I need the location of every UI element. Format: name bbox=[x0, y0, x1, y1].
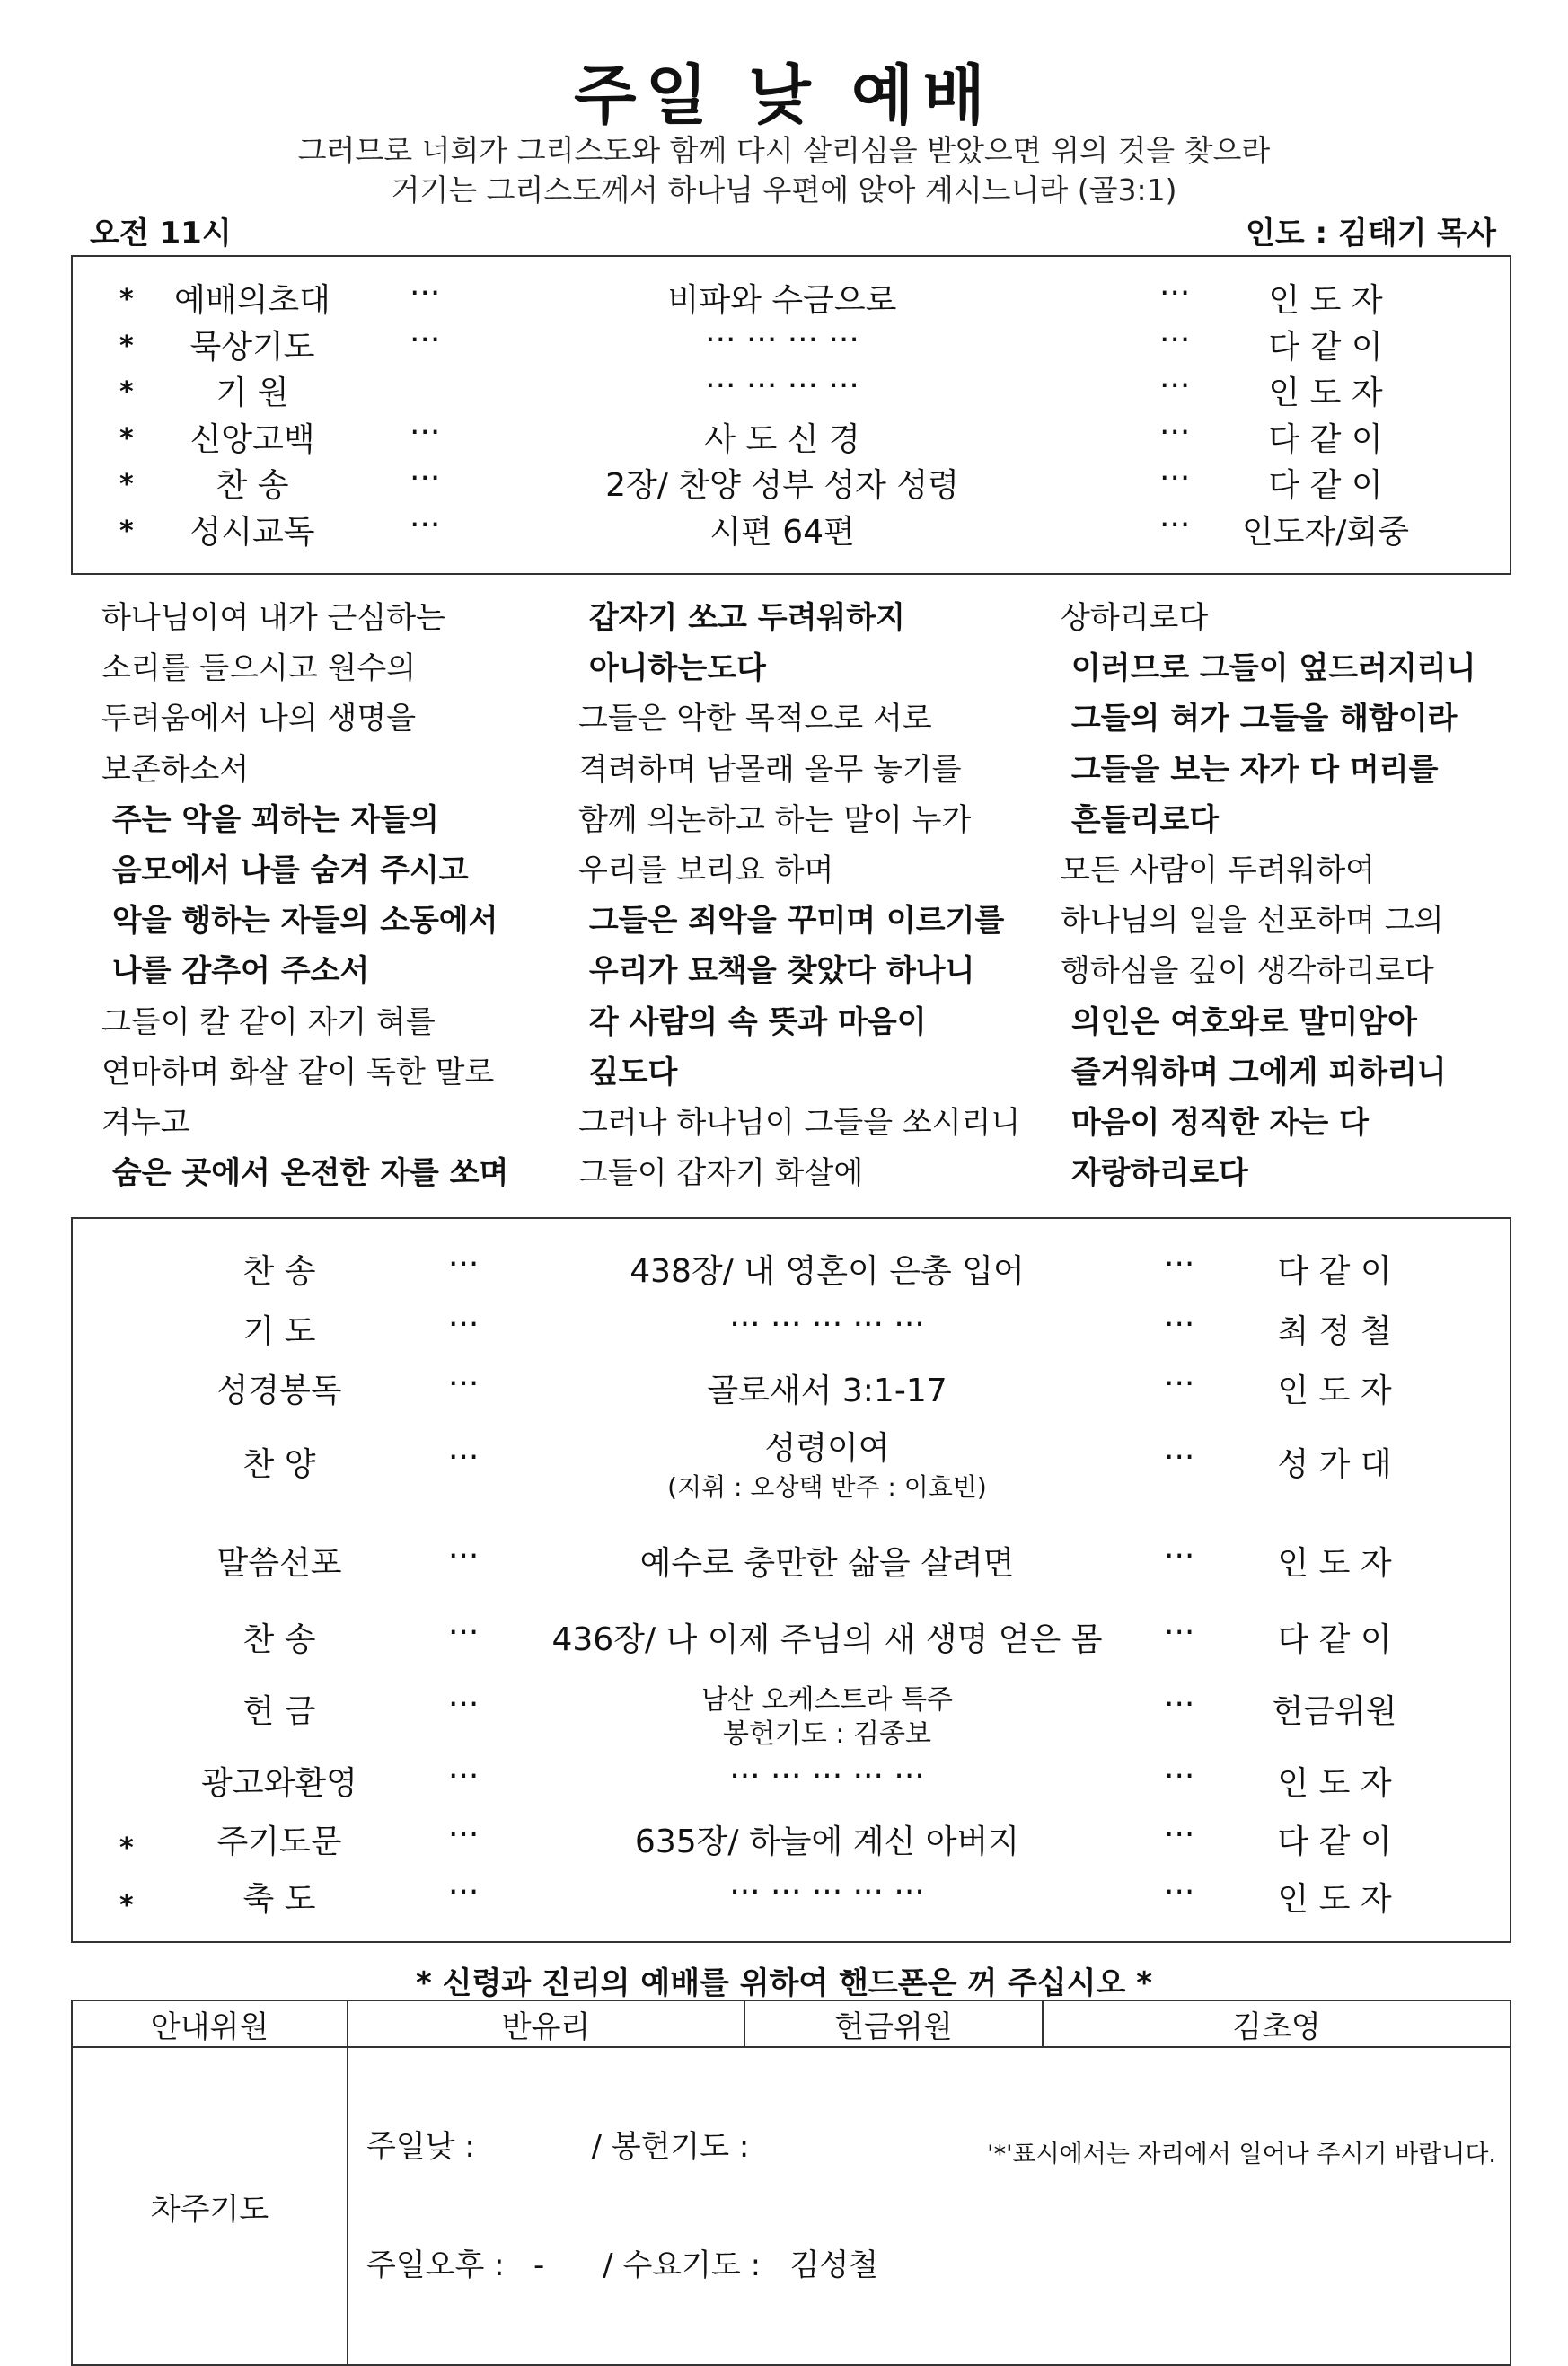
order-row bbox=[73, 1684, 1510, 1750]
stand-marker: * bbox=[119, 1832, 134, 1864]
reading-line: 그들이 갑자기 화살에 bbox=[578, 1155, 864, 1192]
order-row bbox=[73, 460, 1510, 505]
leader-dots: ··· bbox=[1159, 506, 1191, 543]
item-subtext: 봉헌기도 : 김종보 bbox=[722, 1718, 932, 1750]
leader-dots: ··· bbox=[1164, 1246, 1195, 1283]
item-name: 예배의초대 bbox=[174, 282, 330, 319]
reading-column-3 bbox=[1061, 593, 1476, 1198]
leader-dots: ··· bbox=[448, 1874, 480, 1911]
item-leader: 최 정 철 bbox=[1277, 1313, 1392, 1350]
reading-line: 행하심을 깊이 생각하리로다 bbox=[1061, 953, 1434, 990]
item-content: ··· ··· ··· ··· ··· bbox=[729, 1874, 925, 1911]
item-name: 기 도 bbox=[242, 1313, 316, 1350]
offering-label: 헌금위원 bbox=[744, 2000, 1043, 2047]
item-leader: 인 도 자 bbox=[1277, 1765, 1392, 1802]
item-content: ··· ··· ··· ··· ··· bbox=[729, 1758, 925, 1795]
usher-label: 안내위원 bbox=[72, 2000, 348, 2047]
stand-marker: * bbox=[119, 515, 134, 547]
item-name: 찬 양 bbox=[242, 1446, 316, 1483]
stand-marker: * bbox=[119, 284, 134, 315]
item-leader: 다 같 이 bbox=[1268, 467, 1383, 504]
leader-dots: ··· bbox=[448, 1365, 480, 1402]
item-leader: 인 도 자 bbox=[1277, 1545, 1392, 1582]
leader-dots: ··· bbox=[410, 275, 441, 312]
reading-column-2 bbox=[578, 593, 1020, 1198]
order-row bbox=[73, 1306, 1510, 1360]
reading-line: 주는 악을 꾀하는 자들의 bbox=[101, 801, 439, 838]
item-name: 묵상기도 bbox=[189, 328, 315, 366]
order-row bbox=[73, 507, 1510, 552]
reading-line: 겨누고 bbox=[101, 1104, 190, 1141]
reading-line: 아니하는도다 bbox=[578, 650, 766, 687]
item-content: 436장/ 나 이제 주님의 새 생명 얻은 몸 bbox=[551, 1621, 1103, 1658]
leader-dots: ··· bbox=[1164, 1439, 1195, 1476]
reading-line: 두려움에서 나의 생명을 bbox=[101, 701, 417, 737]
usher-name: 반유리 bbox=[348, 2000, 744, 2047]
standing-note: '*'표시에서는 자리에서 일어나 주시기 바랍니다. bbox=[987, 2141, 1496, 2168]
reading-line: 하나님의 일을 선포하며 그의 bbox=[1061, 903, 1444, 940]
reading-line: 그러나 하나님이 그들을 쏘시리니 bbox=[578, 1104, 1021, 1141]
order-row bbox=[73, 1430, 1510, 1502]
volunteer-table bbox=[71, 2000, 1511, 2366]
reading-line: 하나님이여 내가 근심하는 bbox=[101, 600, 445, 636]
reading-line: 각 사람의 속 뜻과 마음이 bbox=[578, 1003, 927, 1040]
leader-dots: ··· bbox=[1164, 1758, 1195, 1795]
reading-line: 갑자기 쏘고 두려워하지 bbox=[578, 600, 905, 636]
reading-line: 흔들리로다 bbox=[1061, 801, 1220, 838]
order-row bbox=[73, 1538, 1510, 1592]
reading-column-1 bbox=[101, 593, 508, 1198]
order-row bbox=[73, 1758, 1510, 1812]
reading-line: 자랑하리로다 bbox=[1061, 1155, 1248, 1192]
leader-dots: ··· bbox=[410, 321, 441, 358]
leader-dots: ··· bbox=[448, 1614, 480, 1651]
leader-dots: ··· bbox=[1159, 367, 1191, 404]
leader-dots: ··· bbox=[410, 506, 441, 543]
reading-line: 보존하소서 bbox=[101, 751, 250, 788]
leader-dots: ··· bbox=[1164, 1816, 1195, 1853]
stand-marker: * bbox=[119, 376, 134, 408]
reading-line: 마음이 정직한 자는 다 bbox=[1061, 1104, 1369, 1141]
reading-line: 음모에서 나를 숨겨 주시고 bbox=[101, 852, 469, 888]
item-leader: 인 도 자 bbox=[1268, 375, 1383, 411]
item-content: ··· ··· ··· ··· bbox=[705, 367, 859, 404]
reading-line: 숨은 곳에서 온전한 자를 쏘며 bbox=[101, 1155, 509, 1192]
leader-dots: ··· bbox=[1164, 1874, 1195, 1911]
leader-dots: ··· bbox=[1159, 413, 1191, 451]
page-title: 주일 낮 예배 bbox=[574, 57, 994, 133]
leader-dots: ··· bbox=[1159, 275, 1191, 312]
leader-dots: ··· bbox=[448, 1686, 480, 1723]
reading-line: 깊도다 bbox=[578, 1054, 678, 1090]
item-content: 남산 오케스트라 특주 bbox=[701, 1684, 953, 1716]
item-name: 말씀선포 bbox=[216, 1545, 342, 1582]
reading-line: 연마하며 화살 같이 독한 말로 bbox=[101, 1054, 495, 1090]
reading-line: 악을 행하는 자들의 소동에서 bbox=[101, 903, 498, 940]
reading-line: 상하리로다 bbox=[1061, 600, 1209, 636]
order-row bbox=[73, 275, 1510, 320]
responsive-reading bbox=[71, 593, 1511, 1204]
stand-marker: * bbox=[119, 469, 134, 500]
item-content: ··· ··· ··· ··· bbox=[705, 321, 859, 358]
reading-line: 우리를 보리요 하며 bbox=[578, 852, 834, 888]
item-name: 광고와환영 bbox=[201, 1765, 357, 1802]
item-name: 찬 송 bbox=[242, 1253, 316, 1290]
order-row bbox=[73, 414, 1510, 459]
order-of-worship-part1 bbox=[71, 255, 1511, 575]
reading-line: 함께 의논하고 하는 말이 누가 bbox=[578, 801, 972, 838]
reading-line: 그들을 보는 자가 다 머리를 bbox=[1061, 751, 1439, 788]
leader-dots: ··· bbox=[448, 1538, 480, 1575]
stand-marker: * bbox=[119, 422, 134, 455]
verse-line-2: 거기는 그리스도께서 하나님 우편에 앉아 계시느니라 (골3:1) bbox=[391, 172, 1177, 207]
leader-dots: ··· bbox=[1159, 460, 1191, 497]
leader-dots: ··· bbox=[448, 1439, 480, 1476]
item-name: 성시교독 bbox=[189, 513, 315, 551]
service-leader: 인도 : 김태기 목사 bbox=[1245, 216, 1496, 252]
reading-line: 그들은 악한 목적으로 서로 bbox=[578, 701, 932, 737]
item-leader: 다 같 이 bbox=[1268, 328, 1383, 366]
item-content: 438장/ 내 영혼이 은총 입어 bbox=[630, 1253, 1025, 1290]
offering-name: 김초영 bbox=[1043, 2000, 1511, 2047]
reading-line: 우리가 묘책을 찾았다 하나니 bbox=[578, 953, 975, 990]
item-content: 2장/ 찬양 성부 성자 성령 bbox=[605, 467, 959, 504]
leader-dots: ··· bbox=[1164, 1614, 1195, 1651]
item-content: 성령이여 bbox=[764, 1430, 890, 1467]
leader-dots: ··· bbox=[410, 413, 441, 451]
order-row bbox=[73, 1874, 1510, 1928]
leader-dots: ··· bbox=[1164, 1306, 1195, 1343]
item-leader: 다 같 이 bbox=[1277, 1823, 1392, 1860]
reading-line: 나를 감추어 주소서 bbox=[101, 953, 370, 990]
reading-line: 소리를 들으시고 원수의 bbox=[101, 650, 417, 687]
item-name: 축 도 bbox=[242, 1881, 316, 1918]
order-of-worship-part2 bbox=[71, 1217, 1511, 1943]
reading-line: 이러므로 그들이 엎드러지리니 bbox=[1061, 650, 1476, 687]
item-leader: 헌금위원 bbox=[1272, 1693, 1397, 1730]
reading-line: 그들은 죄악을 꾸미며 이르기를 bbox=[578, 903, 1005, 940]
leader-dots: ··· bbox=[448, 1306, 480, 1343]
item-name: 성경봉독 bbox=[216, 1373, 342, 1409]
item-name: 주기도문 bbox=[216, 1823, 342, 1860]
item-content: 사 도 신 경 bbox=[704, 420, 860, 458]
reading-line: 그들의 혀가 그들을 해함이라 bbox=[1061, 701, 1458, 737]
reading-line: 격려하며 남몰래 올무 놓기를 bbox=[578, 751, 962, 788]
item-leader: 다 같 이 bbox=[1277, 1621, 1392, 1658]
leader-dots: ··· bbox=[410, 460, 441, 497]
item-leader: 인도자/회중 bbox=[1241, 513, 1409, 551]
reading-line: 그들이 칼 같이 자기 혀를 bbox=[101, 1003, 436, 1040]
item-content: ··· ··· ··· ··· ··· bbox=[729, 1306, 925, 1343]
leader-dots: ··· bbox=[1159, 321, 1191, 358]
stand-marker: * bbox=[119, 1890, 134, 1921]
item-name: 찬 송 bbox=[242, 1621, 316, 1658]
item-content: 635장/ 하늘에 계신 아버지 bbox=[634, 1823, 1020, 1860]
reading-line: 의인은 여호와로 말미암아 bbox=[1061, 1003, 1417, 1040]
order-row bbox=[73, 1614, 1510, 1668]
order-row bbox=[73, 367, 1510, 412]
item-name: 신앙고백 bbox=[189, 420, 315, 458]
leader-dots: ··· bbox=[448, 1816, 480, 1853]
order-row bbox=[73, 322, 1510, 366]
item-leader: 다 같 이 bbox=[1277, 1253, 1392, 1290]
next-prayer-label: 차주기도 bbox=[72, 2047, 348, 2365]
item-content: 시편 64편 bbox=[709, 513, 855, 551]
verse-line-1: 그러므로 너희가 그리스도와 함께 다시 살리심을 받았으면 위의 것을 찾으라 bbox=[297, 133, 1271, 168]
order-row bbox=[73, 1365, 1510, 1419]
item-leader: 다 같 이 bbox=[1268, 420, 1383, 458]
item-leader: 성 가 대 bbox=[1277, 1446, 1392, 1483]
item-name: 기 원 bbox=[216, 375, 289, 411]
next-prayer-line-2: 주일오후 : - / 수요기도 : 김성철 bbox=[366, 2247, 879, 2283]
order-row bbox=[73, 1816, 1510, 1870]
order-row bbox=[73, 1246, 1510, 1300]
next-prayer-line-1: 주일낮 : / 봉헌기도 : bbox=[366, 2129, 750, 2165]
item-content: 비파와 수금으로 bbox=[667, 282, 897, 319]
item-name: 헌 금 bbox=[242, 1693, 316, 1730]
item-content: 골로새서 3:1-17 bbox=[707, 1373, 947, 1409]
leader-dots: ··· bbox=[1164, 1365, 1195, 1402]
item-name: 찬 송 bbox=[216, 467, 289, 504]
leader-dots: ··· bbox=[1164, 1686, 1195, 1723]
item-subtext: (지휘 : 오상택 반주 : 이효빈) bbox=[667, 1472, 987, 1502]
leader-dots: ··· bbox=[1164, 1538, 1195, 1575]
item-leader: 인 도 자 bbox=[1277, 1373, 1392, 1409]
reading-line: 모든 사람이 두려워하여 bbox=[1061, 852, 1376, 888]
item-content: 예수로 충만한 삶을 살려면 bbox=[639, 1545, 1015, 1582]
stand-marker: * bbox=[119, 330, 134, 362]
leader-dots: ··· bbox=[448, 1246, 480, 1283]
item-leader: 인 도 자 bbox=[1268, 282, 1383, 319]
item-leader: 인 도 자 bbox=[1277, 1881, 1392, 1918]
service-time: 오전 11시 bbox=[90, 216, 232, 252]
phone-notice: * 신령과 진리의 예배를 위하여 핸드폰은 꺼 주십시오 * bbox=[416, 1965, 1152, 2001]
leader-dots: ··· bbox=[448, 1758, 480, 1795]
reading-line: 즐거워하며 그에게 피하리니 bbox=[1061, 1054, 1447, 1090]
